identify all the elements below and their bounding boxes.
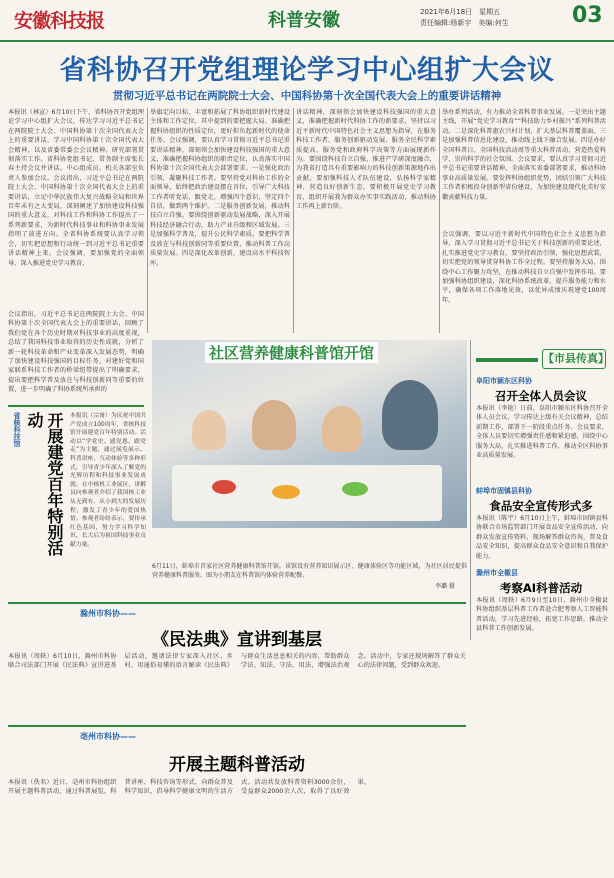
- story-title: 《民法典》宣讲到基层: [152, 630, 322, 650]
- feature-title: 开展建党百年特别活动: [25, 412, 64, 556]
- newspaper-logo: 安徽科技报: [14, 10, 105, 32]
- child-figure: [322, 406, 362, 452]
- main-subheadline: 贯彻习近平总书记在两院院士大会、中国科协第十次全国代表大会上的重要讲话精神: [112, 90, 502, 102]
- feature-body: 本报讯（宗备）为庆祝中国共产党成立100周年，省核科技馆开展建党百年特别活动。活动以“学党史、感党恩、跟党走”为主题，通过展览展示、科普讲座、互动体验等多种形式，引导青少年深入了解党的光辉历程和科技事业发展成就。在中核机工业展区，讲解员向参观者介绍了我国核工业从无到有、从小到大的发展历程，激发了青少年的爱国热情。参观者纷纷表示，要传承红色基因，努力学习科学知识，长大后为祖国科技事业贡献力量。: [70, 413, 146, 548]
- side-item-place: 阜阳市颍东区科协: [476, 377, 532, 385]
- side-banner-bar: [476, 358, 538, 362]
- column-divider: [147, 108, 148, 333]
- issue-date: 2021年6月18日 星期五: [420, 8, 501, 16]
- photo-credit: 李璐 摄: [435, 583, 455, 590]
- editor-credit: 责任编辑:杨新宇 美编:何生: [420, 19, 509, 27]
- story-place: 滁州市科协——: [80, 609, 136, 618]
- feature-rule: [8, 405, 144, 407]
- main-headline: 省科协召开党组理论学习中心组扩大会议: [59, 55, 555, 86]
- main-article-col-2: 举旗定向目标，丰富和拓展了科协组织新时代建设主体和工作定位，其中提到的要把握大局、准确把握科协组织的性质定位，更好担负起新时代的使命任务。会议强调，要认真学习贯彻习近平总书记重要讲话精神，深刻领会加快建设科技强国的重大意义，准确把握科协组织的职责定位，认真落实中国科协第十次全国代表大会部署要求。一是强化政治引领，凝聚科技工作者。要坚持党对科协工作的全面领导，始终把政治建设摆在首位，引导广大科技工作者听党话、跟党走，增强四个意识，坚定四个自信，做到两个维护。二是服务创新发展，推动科技自立自强。要围绕创新驱动发展战略，深入开展科技经济融合行动，助力产业升级和区域发展。三是加强科学普及，提升公民科学素质。要把科学普及放在与科技创新同等重要位置，推动科普工作高质量发展。四是深化改革创新，建设高水平科技智库。: [150, 109, 290, 267]
- adult-figure: [382, 380, 438, 450]
- side-item-body: 本报讯（李艳）日前，阜阳市颍东区科协召开全体人员会议，学习传达上级有关会议精神，总结前期工作，部署下一阶段重点任务。会议要求，全体人员要切实增强责任感和紧迫感，围绕中心服务大局，扎实推进科普工作，推动全区科协事业高质量发展。: [476, 405, 608, 460]
- main-article-col-5: 会议强调，要以习近平新时代中国特色社会主义思想为指导，深入学习贯彻习近平总书记关于科技创新的重要论述，扎实推进党史学习教育。要坚持政治引领，强化思想武装，切实把党的领导贯穿科协工作全过程。要坚持服务大局，围绕中心工作聚力攻坚，在推动科技自立自强中发挥作用。要加强科协组织建设，深化科协系统改革，提升服务能力和水平，确保各项工作落地见效，以优异成绩庆祝建党100周年。: [442, 231, 606, 304]
- main-article-col-3: 讲话精神，深刻领会加快建设科技强国的重大意义，准确把握新时代科协工作的新要求，坚持以习近平新时代中国特色社会主义思想为指导，在服务科技工作者、服务创新驱动发展、服务全民科学素质提高、服务党和政府科学决策等方面展现新作为。要围绕科技自立自强，推进产学研深度融合，为我省打造具有重要影响力的科技创新策源地作出贡献。要加强科技人才队伍建设，弘扬科学家精神，营造良好创新生态。要积极开展党史学习教育，组织开展我为群众办实事实践活动，推动科协工作再上新台阶。: [296, 109, 436, 211]
- feature-label: 省核科技馆: [13, 412, 21, 447]
- story-rule: [8, 602, 466, 604]
- side-banner: 【市县传真】: [542, 349, 606, 369]
- food-plate: [342, 482, 368, 496]
- side-item-title: 考察AI科普活动: [499, 581, 583, 595]
- side-item-place: 滁州市全椒县: [476, 569, 518, 577]
- section-name: 科普安徽: [268, 10, 340, 31]
- column-divider: [439, 108, 440, 333]
- main-article-col-4: 举办系列活动，有力推动全省科普事业发展。一是突出主题主线，开展“党史学习教育”“科技助力乡村振兴”系列科普活动。二是深化科普惠农兴村计划，扩大基层科普覆盖面。三是加强科普信息化建设，推动线上线下融合发展。四是办好全国科普日、全国科技活动周等重大科普活动，营造热爱科学、崇尚科学的社会氛围。会议要求，要认真学习贯彻习近平总书记重要讲话精神，全面落实省委部署要求，推动科协事业高质量发展。要发挥科协组织优势，团结引领广大科技工作者积极投身创新型省份建设，为加快建设现代化美好安徽贡献科技力量。: [442, 109, 606, 201]
- table: [172, 465, 442, 521]
- story-rule: [8, 725, 466, 727]
- page-number: 03: [572, 3, 603, 28]
- side-item-title: 食品安全宣传形式多: [489, 499, 593, 513]
- child-figure: [252, 400, 296, 450]
- main-article-col-1: 本报讯（林宣）6月10日下午，省科协召开党组理论学习中心组扩大会议，传达学习习近平总书记在两院院士大会、中国科协第十次全国代表大会上的重要讲话，学习中国科协第十次全国代表大会精神，以及省委常委会会议精神。研究部署贯彻落实工作。省科协党组书记、常务副主席张长春主持会议并讲话。中心组成员、机关各部室负责人参加会议。会议指出，习近平总书记在两院院士大会、中国科协第十次全国代表大会上的重要讲话，立足中华民族伟大复兴战略全局和世界百年未有之大变局，深刻阐述了加快建设科技强国的重大意义，对科技工作和科协工作提出了一系列新要求，为新时代科技事业和科协事业发展指明了前进方向。全省科协系统要认真学习领会，切实把思想和行动统一到习近平总书记重要讲话精神上来。会议强调，要加强党的全面领导，深入推进党史学习教育，: [8, 109, 144, 267]
- side-item-place: 蚌埠市固镇县科协: [476, 487, 532, 495]
- column-divider: [470, 340, 471, 640]
- story-place: 亳州市科协——: [80, 732, 136, 741]
- community-photo: [152, 340, 467, 528]
- main-article-col-1b: 会议指出，习近平总书记在两院院士大会、中国科协第十次全国代表大会上的重要讲话，回顾了我们党在各个历史时期对科技事业的高度重视，总结了我国科技事业取得的历史性成就，分析了新一轮科技革命和产业变革深入发展态势，明确了加快建设科技强国的目标任务，对建好党和国家联系科技工作者的桥梁纽带提出了明确要求，提出要把科学普及放在与科技创新同等重要的位置，进一步明确了科协系统所承担的: [8, 311, 144, 394]
- photo-feature-title: 社区营养健康科普馆开馆: [205, 342, 378, 363]
- side-item-title: 召开全体人员会议: [495, 389, 587, 403]
- side-item-body: 本报讯（周轶）6月9日至10日，滁州市全椒县科协组织基层科普工作者赴合肥考察人工智能科普活动，学习先进经验，拓宽工作思路，推动全县科普工作创新发展。: [476, 597, 608, 633]
- column-divider: [293, 108, 294, 333]
- side-item-body: 本报讯（陈宇）6月10日上午，蚌埠市固镇县科协联合市场监管部门开展食品安全宣传活动，向群众发放宣传资料，现场解答群众咨询，普及食品安全知识，提高群众食品安全意识和自我保护能力。: [476, 515, 608, 560]
- food-plate: [272, 485, 300, 499]
- food-plate: [212, 480, 236, 494]
- child-figure: [192, 410, 226, 450]
- story-body: 本报讯（周轶）6月10日，滁州市科协联合司法部门开展《民法典》宣讲进基层活动，邀请法律专家深入社区、乡村，用通俗易懂的语言解读《民法典》与群众生活息息相关的内容，帮助群众学法、知法、守法、用法，增强法治观念。活动中，专家还现场解答了群众关心的法律问题，受到群众欢迎。: [8, 653, 466, 670]
- story-title: 开展主题科普活动: [169, 755, 305, 775]
- story-body: 本报讯（佚名）近日，亳州市科协组织开展主题科普活动，通过科普展览、科普讲座、科技咨询等形式，向群众普及科学知识，倡导科学健康文明的生活方式。活动共发放科普资料3000余份，受益群众2000余人次，取得了良好效果。: [8, 779, 370, 796]
- photo-caption: 6月11日，蚌埠市首家社区营养健康科普馆开馆。该馆设有营养知识展示区、健康体验区等功能区域，为社区居民提供营养健康科普服务。图为小朋友在科普馆内体验营养配餐。: [152, 563, 467, 579]
